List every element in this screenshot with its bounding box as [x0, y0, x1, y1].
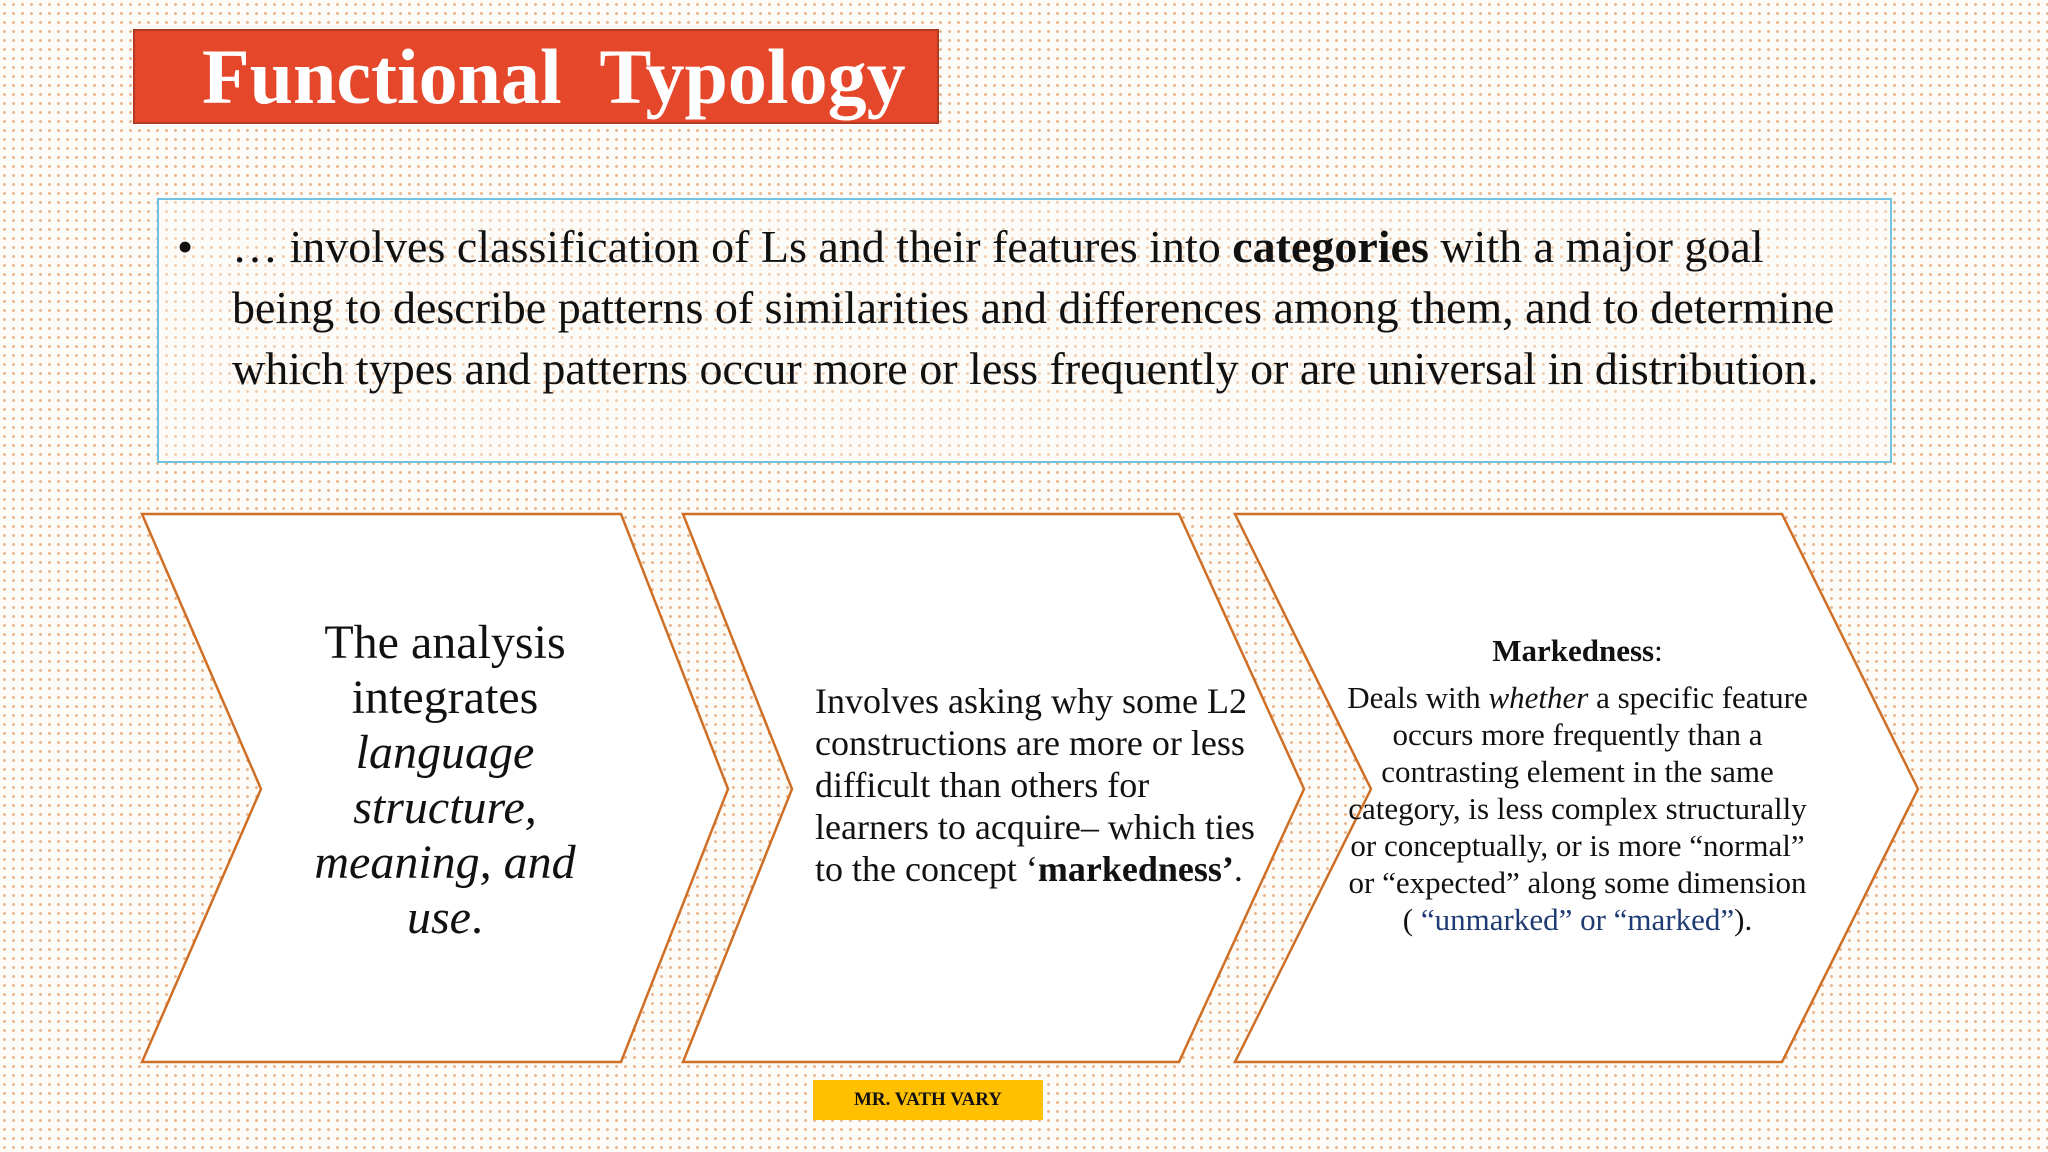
- chevron-text-2: Involves asking why some L2 constructions are more or less difficult than others for learners to acquire– which ties to the concept ‘markedness’.: [815, 681, 1255, 889]
- markedness-term: markedness’: [1037, 849, 1234, 889]
- chevron-text-3: Markedness: Deals with whether a specific feature occurs more frequently than a contrasting element in the same category, is less complex structurally or conceptually, or is more “normal” or “expected” along some dimension ( “unmarked” or “marked”).: [1345, 585, 1810, 985]
- chevron-text-1: The analysis integrates language structure, meaning, and use.: [314, 616, 576, 944]
- definition-text: … involves classification of Ls and their features into categories with a major goal being to describe patterns of similarities and differences among them, and to determine which types and patterns occur more or less frequently or are universal in distribution.: [232, 221, 1835, 394]
- author-badge: [813, 1080, 1043, 1120]
- markedness-heading: Markedness:: [1492, 633, 1663, 668]
- slide-title: Functional Typology: [202, 32, 906, 120]
- categories-term: categories: [1232, 221, 1429, 272]
- author-name: MR. VATH VARY: [853, 1089, 1003, 1110]
- bullet-marker: •: [177, 221, 194, 272]
